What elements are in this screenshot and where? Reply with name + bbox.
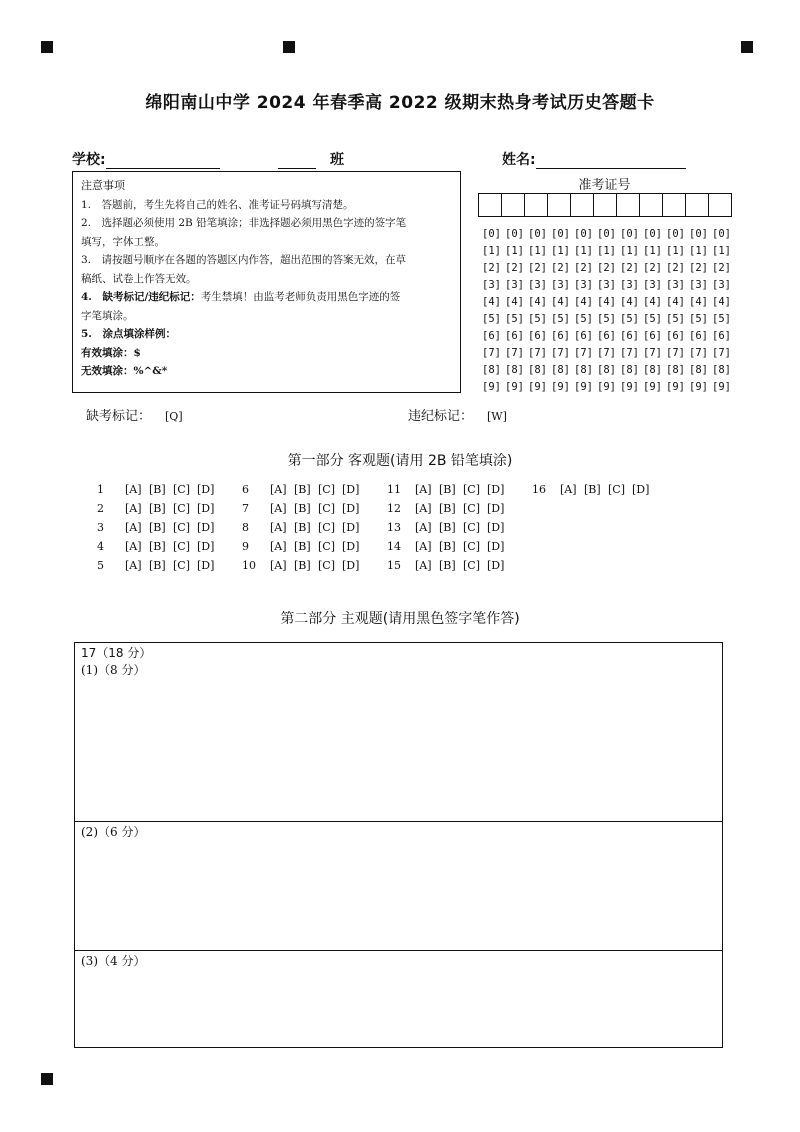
admission-digit-box[interactable] — [594, 194, 617, 216]
mc-option-bubble[interactable]: [A] — [270, 483, 287, 496]
answer-area-17-1[interactable] — [74, 642, 723, 822]
invalid-fill-sample — [81, 362, 452, 381]
mc-option-bubble[interactable]: [C] — [463, 483, 480, 496]
mc-option-bubble[interactable]: [C] — [318, 559, 335, 572]
admission-digit-bubble[interactable]: [9] — [620, 380, 639, 393]
notice-item: 1. 答题前，考生先将自己的姓名、准考证号码填写清楚。 — [81, 198, 354, 211]
admission-digit-bubble[interactable]: [3] — [551, 278, 570, 291]
admission-digit-row — [482, 378, 735, 395]
admission-digit-bubble[interactable]: [8] — [620, 363, 639, 376]
registration-mark-bottom-left — [41, 1073, 53, 1085]
admission-digit-bubble[interactable]: [9] — [482, 380, 501, 393]
admission-digit-bubble[interactable]: [3] — [620, 278, 639, 291]
mc-option-bubble[interactable]: [C] — [463, 502, 480, 515]
valid-fill-sample — [81, 344, 452, 363]
admission-digit-bubble[interactable]: [2] — [643, 261, 662, 274]
mc-option-bubble[interactable]: [B] — [149, 540, 166, 553]
notice-box — [72, 171, 461, 393]
mc-option-bubble[interactable]: [B] — [294, 521, 311, 534]
notice-item: 3. 请按题号顺序在各题的答题区内作答，超出范围的答案无效，在草 — [81, 254, 407, 266]
mc-question — [387, 518, 511, 537]
mc-question — [242, 556, 366, 575]
mc-option-bubble[interactable]: [B] — [439, 521, 456, 534]
class-label: 班 — [330, 152, 344, 168]
admission-digit-bubble[interactable]: [7] — [712, 346, 731, 359]
admission-digit-box[interactable] — [617, 194, 640, 216]
mc-option-bubble[interactable]: [A] — [415, 483, 432, 496]
part1-title: 第一部分 客观题(请用 2B 铅笔填涂) — [287, 453, 513, 469]
admission-digit-row — [482, 344, 735, 361]
mc-question-number: 3 — [97, 521, 104, 534]
mc-question-number: 13 — [387, 521, 401, 534]
admission-digit-row — [482, 293, 735, 310]
mc-question-number: 11 — [387, 483, 401, 496]
admission-digit-bubble[interactable]: [7] — [666, 346, 685, 359]
admission-digit-bubble[interactable]: [9] — [551, 380, 570, 393]
admission-digit-bubble[interactable]: [8] — [689, 363, 708, 376]
admission-digit-bubble[interactable]: [9] — [597, 380, 616, 393]
admission-digit-box[interactable] — [502, 194, 525, 216]
mc-question-number: 8 — [242, 521, 249, 534]
page-title: 绵阳南山中学 2024 年春季高 2022 级期末热身考试历史答题卡 — [145, 93, 655, 113]
admission-digit-bubble[interactable]: [4] — [482, 295, 501, 308]
mc-option-bubble[interactable]: [D] — [342, 483, 360, 496]
mc-option-bubble[interactable]: [D] — [487, 483, 505, 496]
absent-flag-option[interactable]: [Q] — [165, 410, 183, 423]
mc-question — [97, 556, 221, 575]
mc-question — [387, 499, 511, 518]
admission-digit-bubble[interactable]: [4] — [551, 295, 570, 308]
admission-digit-bubble[interactable]: [5] — [620, 312, 639, 325]
mc-option-bubble[interactable]: [A] — [125, 483, 142, 496]
mc-option-bubble[interactable]: [A] — [270, 540, 287, 553]
mc-column — [97, 480, 221, 575]
mc-question — [387, 556, 511, 575]
admission-digit-bubble[interactable]: [0] — [712, 227, 731, 240]
mc-option-bubble[interactable]: [C] — [318, 483, 335, 496]
admission-digit-bubble[interactable]: [4] — [666, 295, 685, 308]
admission-digit-bubble[interactable]: [5] — [689, 312, 708, 325]
admission-digit-bubble[interactable]: [2] — [574, 261, 593, 274]
mc-question-number: 10 — [242, 559, 256, 572]
notice-title: 注意事项 — [81, 179, 125, 192]
admission-digit-bubble[interactable]: [9] — [574, 380, 593, 393]
mc-option-bubble[interactable]: [C] — [173, 540, 190, 553]
admission-digit-bubble[interactable]: [3] — [689, 278, 708, 291]
mc-option-bubble[interactable]: [D] — [342, 559, 360, 572]
school-input[interactable] — [106, 154, 220, 169]
admission-digit-bubble[interactable]: [6] — [574, 329, 593, 342]
mc-question-number: 14 — [387, 540, 401, 553]
admission-digit-bubble[interactable]: [9] — [643, 380, 662, 393]
admission-digit-bubble[interactable]: [6] — [620, 329, 639, 342]
mc-question — [242, 499, 366, 518]
admission-digit-bubble[interactable]: [6] — [551, 329, 570, 342]
admission-digit-bubble[interactable]: [5] — [574, 312, 593, 325]
subquestion-1-label: (1)（8 分） — [81, 663, 146, 677]
mc-option-bubble[interactable]: [C] — [173, 483, 190, 496]
mc-column — [242, 480, 366, 575]
mc-option-bubble[interactable]: [C] — [318, 521, 335, 534]
mc-column — [532, 480, 656, 499]
admission-digit-bubble[interactable]: [1] — [597, 244, 616, 257]
admission-digit-bubble[interactable]: [7] — [482, 346, 501, 359]
admission-digit-box[interactable] — [525, 194, 548, 216]
admission-digit-bubble[interactable]: [1] — [482, 244, 501, 257]
mc-option-bubble[interactable]: [D] — [487, 559, 505, 572]
admission-digit-bubble[interactable]: [6] — [643, 329, 662, 342]
valid-fill-label: 有效填涂： — [81, 346, 134, 359]
admission-digit-bubble[interactable]: [5] — [482, 312, 501, 325]
mc-question — [387, 480, 511, 499]
admission-digit-bubble[interactable]: [7] — [689, 346, 708, 359]
name-label: 姓名: — [502, 152, 536, 168]
admission-digit-bubble[interactable]: [5] — [528, 312, 547, 325]
mc-option-bubble[interactable]: [A] — [415, 502, 432, 515]
mc-option-bubble[interactable]: [A] — [560, 483, 577, 496]
admission-digit-bubble[interactable]: [2] — [666, 261, 685, 274]
mc-option-bubble[interactable]: [C] — [463, 559, 480, 572]
answer-area-17-3[interactable] — [74, 950, 723, 1048]
mc-option-bubble[interactable]: [D] — [197, 540, 215, 553]
mc-option-bubble[interactable]: [B] — [439, 502, 456, 515]
admission-digit-bubble[interactable]: [3] — [643, 278, 662, 291]
mc-option-bubble[interactable]: [C] — [318, 502, 335, 515]
admission-digit-bubble[interactable]: [4] — [528, 295, 547, 308]
admission-digit-bubble[interactable]: [3] — [597, 278, 616, 291]
mc-option-bubble[interactable]: [B] — [584, 483, 601, 496]
admission-digit-bubble[interactable]: [5] — [505, 312, 524, 325]
admission-digit-bubble[interactable]: [2] — [597, 261, 616, 274]
admission-digit-bubble[interactable]: [0] — [620, 227, 639, 240]
mc-option-bubble[interactable]: [C] — [173, 521, 190, 534]
admission-digit-bubble[interactable]: [0] — [643, 227, 662, 240]
admission-digit-bubble[interactable]: [1] — [643, 244, 662, 257]
notice-item: 填写，字体工整。 — [81, 235, 165, 248]
mc-option-bubble[interactable]: [B] — [439, 559, 456, 572]
admission-digit-row — [482, 276, 735, 293]
admission-digit-bubble[interactable]: [0] — [528, 227, 547, 240]
part2-title: 第二部分 主观题(请用黑色签字笔作答) — [280, 611, 520, 627]
answer-area-17-2[interactable] — [74, 821, 723, 951]
notice-item: 字笔填涂。 — [81, 309, 134, 322]
mc-question — [242, 480, 366, 499]
admission-digit-bubble[interactable]: [6] — [666, 329, 685, 342]
admission-digit-bubble[interactable]: [2] — [689, 261, 708, 274]
mc-question-number: 7 — [242, 502, 249, 515]
mc-option-bubble[interactable]: [A] — [125, 559, 142, 572]
admission-digit-bubble[interactable]: [6] — [597, 329, 616, 342]
admission-digit-bubble[interactable]: [8] — [482, 363, 501, 376]
mc-option-bubble[interactable]: [C] — [318, 540, 335, 553]
admission-digit-bubble[interactable]: [7] — [505, 346, 524, 359]
admission-digit-bubble[interactable]: [4] — [505, 295, 524, 308]
admission-digit-row — [482, 361, 735, 378]
subquestion-2-label: (2)（6 分） — [81, 825, 146, 839]
admission-digit-bubble[interactable]: [2] — [620, 261, 639, 274]
mc-question — [387, 537, 511, 556]
school-field — [72, 149, 220, 169]
admission-digit-bubble[interactable]: [9] — [528, 380, 547, 393]
mc-option-bubble[interactable]: [C] — [463, 521, 480, 534]
admission-digit-bubble[interactable]: [9] — [666, 380, 685, 393]
mc-question-number: 15 — [387, 559, 401, 572]
admission-digit-bubble[interactable]: [6] — [712, 329, 731, 342]
admission-digit-bubble[interactable]: [5] — [666, 312, 685, 325]
admission-digit-box[interactable] — [709, 194, 732, 216]
mc-option-bubble[interactable]: [B] — [294, 502, 311, 515]
notice-item-5: 5. 涂点填涂样例： — [81, 328, 176, 340]
admission-digit-bubble[interactable]: [8] — [597, 363, 616, 376]
admission-digit-bubble[interactable]: [3] — [528, 278, 547, 291]
notice-item: 稿纸、试卷上作答无效。 — [81, 272, 197, 285]
admission-digit-bubble[interactable]: [3] — [666, 278, 685, 291]
mc-question — [97, 518, 221, 537]
question-17-label: 17（18 分） — [81, 646, 152, 660]
admission-digit-bubble[interactable]: [2] — [482, 261, 501, 274]
admission-digit-bubble[interactable]: [3] — [482, 278, 501, 291]
mc-option-bubble[interactable]: [D] — [487, 502, 505, 515]
mc-question — [242, 518, 366, 537]
admission-digit-bubble[interactable]: [1] — [505, 244, 524, 257]
admission-digit-bubble[interactable]: [7] — [643, 346, 662, 359]
admission-digit-bubble[interactable]: [3] — [712, 278, 731, 291]
admission-digit-bubble[interactable]: [2] — [505, 261, 524, 274]
mc-option-bubble[interactable]: [A] — [125, 521, 142, 534]
mc-question-number: 5 — [97, 559, 104, 572]
admission-digit-bubble[interactable]: [0] — [689, 227, 708, 240]
admission-digit-bubble[interactable]: [7] — [597, 346, 616, 359]
mc-option-bubble[interactable]: [B] — [439, 483, 456, 496]
mc-option-bubble[interactable]: [D] — [197, 502, 215, 515]
admission-digit-bubble[interactable]: [6] — [482, 329, 501, 342]
admission-digit-bubble[interactable]: [1] — [666, 244, 685, 257]
admission-digit-bubble[interactable]: [2] — [712, 261, 731, 274]
mc-option-bubble[interactable]: [C] — [173, 502, 190, 515]
admission-digit-bubble[interactable]: [5] — [712, 312, 731, 325]
admission-digit-bubble[interactable]: [0] — [574, 227, 593, 240]
admission-digit-box[interactable] — [548, 194, 571, 216]
mc-option-bubble[interactable]: [D] — [197, 559, 215, 572]
mc-option-bubble[interactable]: [D] — [342, 521, 360, 534]
mc-question-number: 6 — [242, 483, 249, 496]
mc-option-bubble[interactable]: [A] — [415, 559, 432, 572]
admission-digit-bubble[interactable]: [8] — [643, 363, 662, 376]
admission-digit-grid — [482, 225, 735, 395]
subquestion-3-label: (3)（4 分） — [81, 954, 146, 968]
admission-digit-bubble[interactable]: [8] — [574, 363, 593, 376]
name-input[interactable] — [536, 154, 686, 169]
notice-item-4 — [81, 288, 452, 307]
admission-digit-bubble[interactable]: [8] — [712, 363, 731, 376]
admission-digit-bubble[interactable]: [0] — [505, 227, 524, 240]
admission-digit-bubble[interactable]: [0] — [551, 227, 570, 240]
mc-option-bubble[interactable]: [B] — [149, 559, 166, 572]
invalid-fill-label: 无效填涂： — [81, 365, 134, 377]
mc-question-number: 16 — [532, 483, 546, 496]
mc-question-number: 12 — [387, 502, 401, 515]
admission-digit-bubble[interactable]: [1] — [620, 244, 639, 257]
mc-option-bubble[interactable]: [D] — [342, 502, 360, 515]
registration-mark-top-left — [41, 41, 53, 53]
admission-digit-bubble[interactable]: [1] — [689, 244, 708, 257]
mc-option-bubble[interactable]: [D] — [342, 540, 360, 553]
mc-option-bubble[interactable]: [C] — [173, 559, 190, 572]
mc-question — [97, 499, 221, 518]
admission-digit-bubble[interactable]: [1] — [712, 244, 731, 257]
admission-number-title: 准考证号 — [578, 178, 631, 193]
admission-digit-bubble[interactable]: [0] — [482, 227, 501, 240]
mc-option-bubble[interactable]: [D] — [197, 521, 215, 534]
mc-question — [242, 537, 366, 556]
mc-option-bubble[interactable]: [D] — [632, 483, 650, 496]
admission-digit-bubble[interactable]: [8] — [666, 363, 685, 376]
admission-digit-bubble[interactable]: [6] — [689, 329, 708, 342]
admission-digit-bubble[interactable]: [8] — [551, 363, 570, 376]
admission-digit-bubble[interactable]: [7] — [528, 346, 547, 359]
admission-digit-row — [482, 242, 735, 259]
admission-digit-bubble[interactable]: [0] — [597, 227, 616, 240]
mc-option-bubble[interactable]: [C] — [463, 540, 480, 553]
mc-option-bubble[interactable]: [D] — [487, 521, 505, 534]
mc-option-bubble[interactable]: [B] — [149, 483, 166, 496]
mc-option-bubble[interactable]: [A] — [125, 502, 142, 515]
invalid-fill-glyph: %^&* — [133, 365, 168, 377]
class-field — [278, 149, 344, 169]
mc-option-bubble[interactable]: [B] — [149, 521, 166, 534]
mc-option-bubble[interactable]: [B] — [149, 502, 166, 515]
admission-digit-bubble[interactable]: [1] — [551, 244, 570, 257]
admission-digit-bubble[interactable]: [2] — [551, 261, 570, 274]
absent-flag-label: 缺考标记： — [86, 409, 152, 424]
admission-digit-bubble[interactable]: [4] — [620, 295, 639, 308]
absent-flag — [86, 405, 183, 424]
admission-digit-bubble[interactable]: [4] — [597, 295, 616, 308]
admission-digit-bubble[interactable]: [1] — [574, 244, 593, 257]
violation-flag-label: 违纪标记： — [408, 409, 474, 424]
registration-mark-top-right — [741, 41, 753, 53]
mc-question-number: 9 — [242, 540, 249, 553]
admission-digit-bubble[interactable]: [1] — [528, 244, 547, 257]
school-label: 学校: — [72, 152, 106, 168]
mc-option-bubble[interactable]: [B] — [294, 483, 311, 496]
mc-question — [97, 537, 221, 556]
mc-column — [387, 480, 511, 575]
mc-option-bubble[interactable]: [A] — [125, 540, 142, 553]
notice-item4-label: 4. 缺考标记/违纪标记： — [81, 291, 201, 303]
admission-digit-box[interactable] — [571, 194, 594, 216]
admission-digit-bubble[interactable]: [7] — [574, 346, 593, 359]
mc-question — [97, 480, 221, 499]
notice-item: 2. 选择题必须使用 2B 铅笔填涂；非选择题必须用黑色字迹的签字笔 — [81, 217, 407, 229]
admission-digit-row — [482, 310, 735, 327]
mc-option-bubble[interactable]: [B] — [294, 559, 311, 572]
mc-option-bubble[interactable]: [D] — [197, 483, 215, 496]
mc-option-bubble[interactable]: [A] — [415, 540, 432, 553]
admission-digit-bubble[interactable]: [4] — [643, 295, 662, 308]
valid-fill-glyph: $ — [133, 346, 141, 359]
name-field — [502, 149, 686, 169]
mc-question-number: 4 — [97, 540, 104, 553]
registration-mark-top-center — [283, 41, 295, 53]
admission-digit-bubble[interactable]: [9] — [505, 380, 524, 393]
admission-digit-row — [482, 259, 735, 276]
admission-digit-bubble[interactable]: [8] — [505, 363, 524, 376]
mc-question-number: 2 — [97, 502, 104, 515]
notice-item4-text: 考生禁填！由监考老师负责用黑色字迹的签 — [200, 291, 401, 303]
mc-option-bubble[interactable]: [A] — [270, 521, 287, 534]
admission-digit-bubble[interactable]: [4] — [574, 295, 593, 308]
admission-digit-bubble[interactable]: [0] — [666, 227, 685, 240]
mc-option-bubble[interactable]: [A] — [415, 521, 432, 534]
admission-digit-row — [482, 327, 735, 344]
admission-digit-row — [482, 225, 735, 242]
violation-flag — [408, 405, 507, 424]
mc-option-bubble[interactable]: [A] — [270, 559, 287, 572]
admission-digit-bubble[interactable]: [5] — [597, 312, 616, 325]
admission-digit-bubble[interactable]: [6] — [528, 329, 547, 342]
mc-option-bubble[interactable]: [C] — [608, 483, 625, 496]
admission-digit-box[interactable] — [479, 194, 502, 216]
mc-option-bubble[interactable]: [B] — [439, 540, 456, 553]
admission-digit-bubble[interactable]: [4] — [712, 295, 731, 308]
admission-digit-bubble[interactable]: [9] — [689, 380, 708, 393]
mc-option-bubble[interactable]: [B] — [294, 540, 311, 553]
admission-digit-box[interactable] — [663, 194, 686, 216]
admission-digit-bubble[interactable]: [6] — [505, 329, 524, 342]
mc-option-bubble[interactable]: [A] — [270, 502, 287, 515]
admission-digit-bubble[interactable]: [3] — [505, 278, 524, 291]
admission-digit-bubble[interactable]: [4] — [689, 295, 708, 308]
admission-digit-bubble[interactable]: [8] — [528, 363, 547, 376]
admission-digit-box[interactable] — [686, 194, 709, 216]
admission-number-boxes — [478, 193, 732, 217]
class-input[interactable] — [278, 154, 316, 169]
admission-digit-bubble[interactable]: [7] — [551, 346, 570, 359]
admission-digit-bubble[interactable]: [7] — [620, 346, 639, 359]
admission-digit-bubble[interactable]: [2] — [528, 261, 547, 274]
mc-question — [532, 480, 656, 499]
admission-digit-bubble[interactable]: [3] — [574, 278, 593, 291]
admission-digit-bubble[interactable]: [5] — [551, 312, 570, 325]
violation-flag-option[interactable]: [W] — [487, 410, 507, 423]
mc-question-number: 1 — [97, 483, 104, 496]
admission-digit-bubble[interactable]: [9] — [712, 380, 731, 393]
admission-digit-box[interactable] — [640, 194, 663, 216]
admission-digit-bubble[interactable]: [5] — [643, 312, 662, 325]
mc-option-bubble[interactable]: [D] — [487, 540, 505, 553]
